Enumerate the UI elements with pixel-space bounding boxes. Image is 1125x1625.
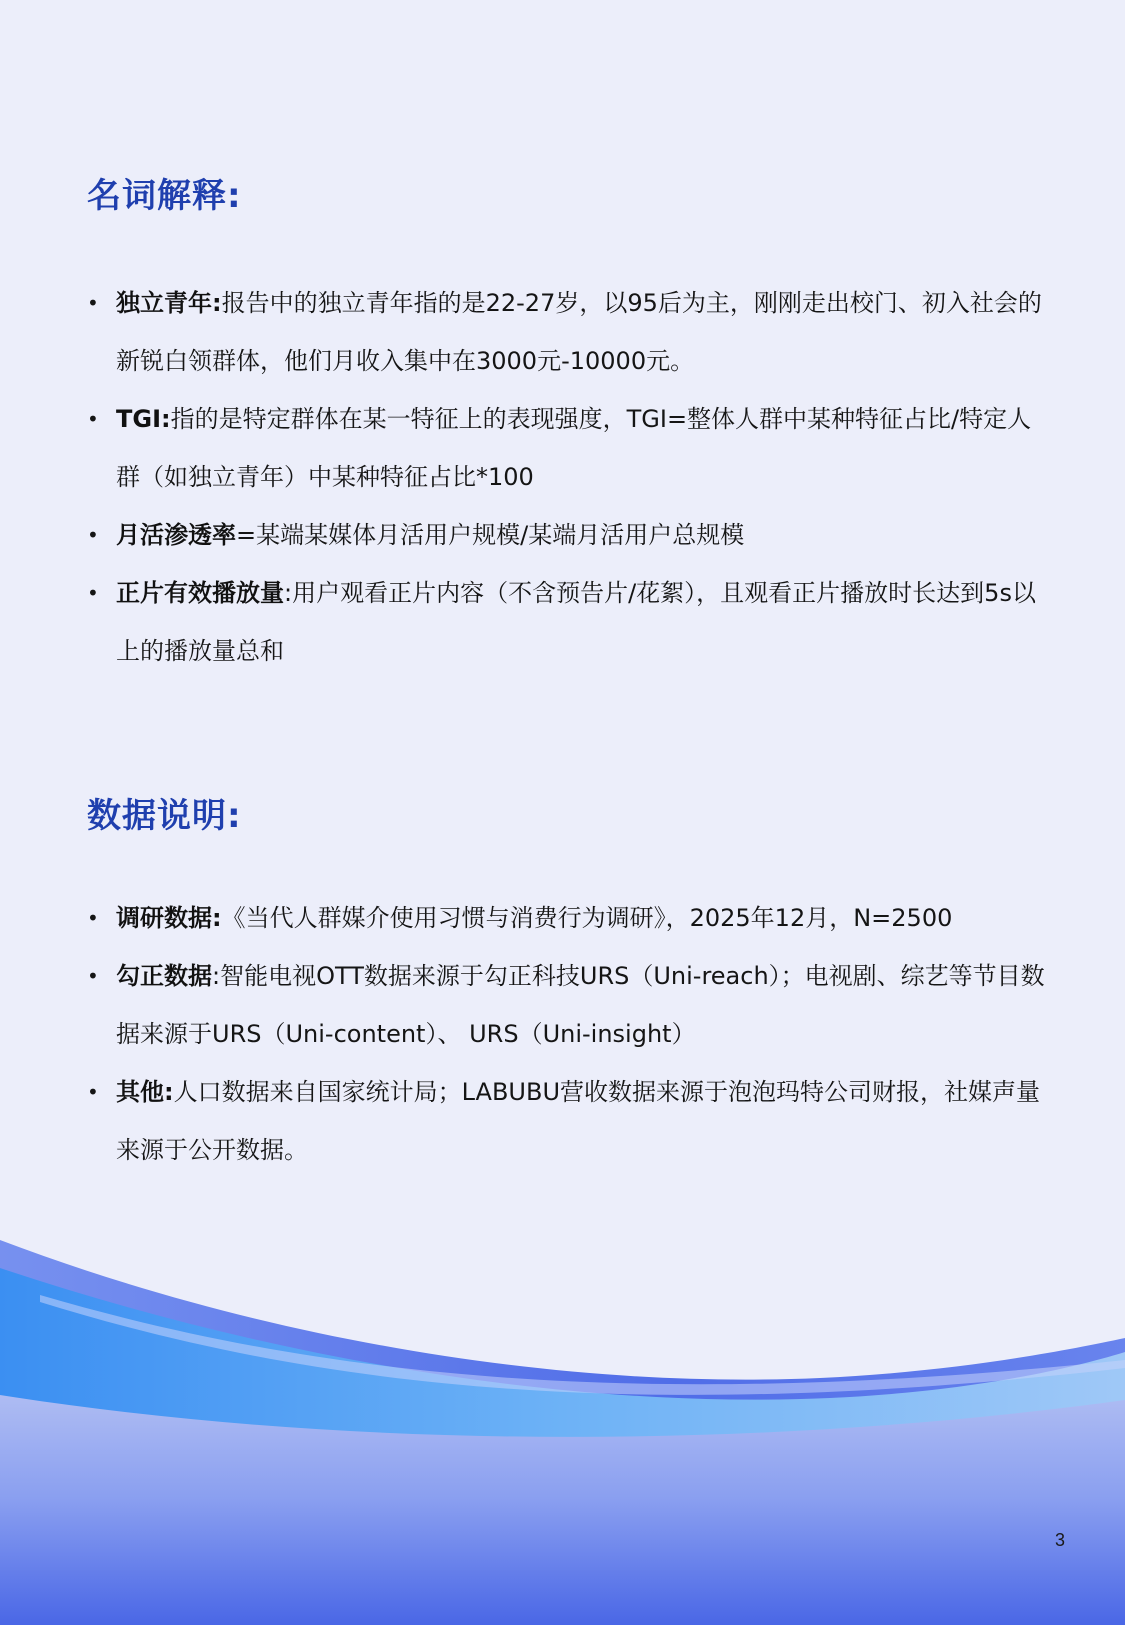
data-notes-list xyxy=(87,889,1047,1179)
bullet-icon: • xyxy=(87,291,99,315)
glossary-term: 月活渗透率 xyxy=(116,521,236,549)
bullet-icon: • xyxy=(87,407,99,431)
glossary-definition: 指的是特定群体在某一特征上的表现强度，TGI=整体人群中某种特征占比/特定人群（如独立青年）中某种特征占比*100 xyxy=(116,405,1032,491)
bullet-icon: • xyxy=(87,906,99,930)
data-note-text: :智能电视OTT数据来源于勾正科技URS（Uni-reach）；电视剧、综艺等节目数据来源于URS（Uni-content）、 URS（Uni-insight） xyxy=(116,962,1045,1048)
glossary-term: TGI: xyxy=(116,405,171,433)
page-number: 3 xyxy=(1054,1530,1065,1550)
bullet-icon: • xyxy=(87,581,99,605)
data-note-text: 《当代人群媒介使用习惯与消费行为调研》，2025年12月，N=2500 xyxy=(221,904,953,932)
glossary-title: 名词解释: xyxy=(87,176,242,216)
glossary-list xyxy=(87,274,1047,680)
data-note-item-other xyxy=(87,1063,1047,1179)
bullet-icon: • xyxy=(87,1080,99,1104)
glossary-term: 正片有效播放量 xyxy=(116,579,284,607)
data-note-term: 其他: xyxy=(116,1078,174,1106)
data-note-term: 勾正数据 xyxy=(116,962,212,990)
glossary-definition: =某端某媒体月活用户规模/某端月活用户总规模 xyxy=(236,521,745,549)
bullet-icon: • xyxy=(87,523,99,547)
data-note-item-survey xyxy=(87,889,1047,947)
data-notes-title: 数据说明: xyxy=(87,796,242,836)
data-note-text: 人口数据来自国家统计局；LABUBU营收数据来源于泡泡玛特公司财报，社媒声量来源于公开数据。 xyxy=(116,1078,1041,1164)
data-note-term: 调研数据: xyxy=(116,904,222,932)
glossary-item-independent-youth xyxy=(87,274,1047,390)
bullet-icon: • xyxy=(87,964,99,988)
glossary-definition: 报告中的独立青年指的是22-27岁，以95后为主，刚刚走出校门、初入社会的新锐白领群体，他们月收入集中在3000元-10000元。 xyxy=(116,289,1042,375)
decorative-wave-footer xyxy=(0,1240,1125,1625)
glossary-definition: :用户观看正片内容（不含预告片/花絮），且观看正片播放时长达到5s以上的播放量总和 xyxy=(116,579,1036,665)
glossary-item-mau-penetration xyxy=(87,506,1047,564)
glossary-item-tgi xyxy=(87,390,1047,506)
data-note-item-gouzheng xyxy=(87,947,1047,1063)
glossary-term: 独立青年: xyxy=(116,289,222,317)
glossary-item-effective-plays xyxy=(87,564,1047,680)
